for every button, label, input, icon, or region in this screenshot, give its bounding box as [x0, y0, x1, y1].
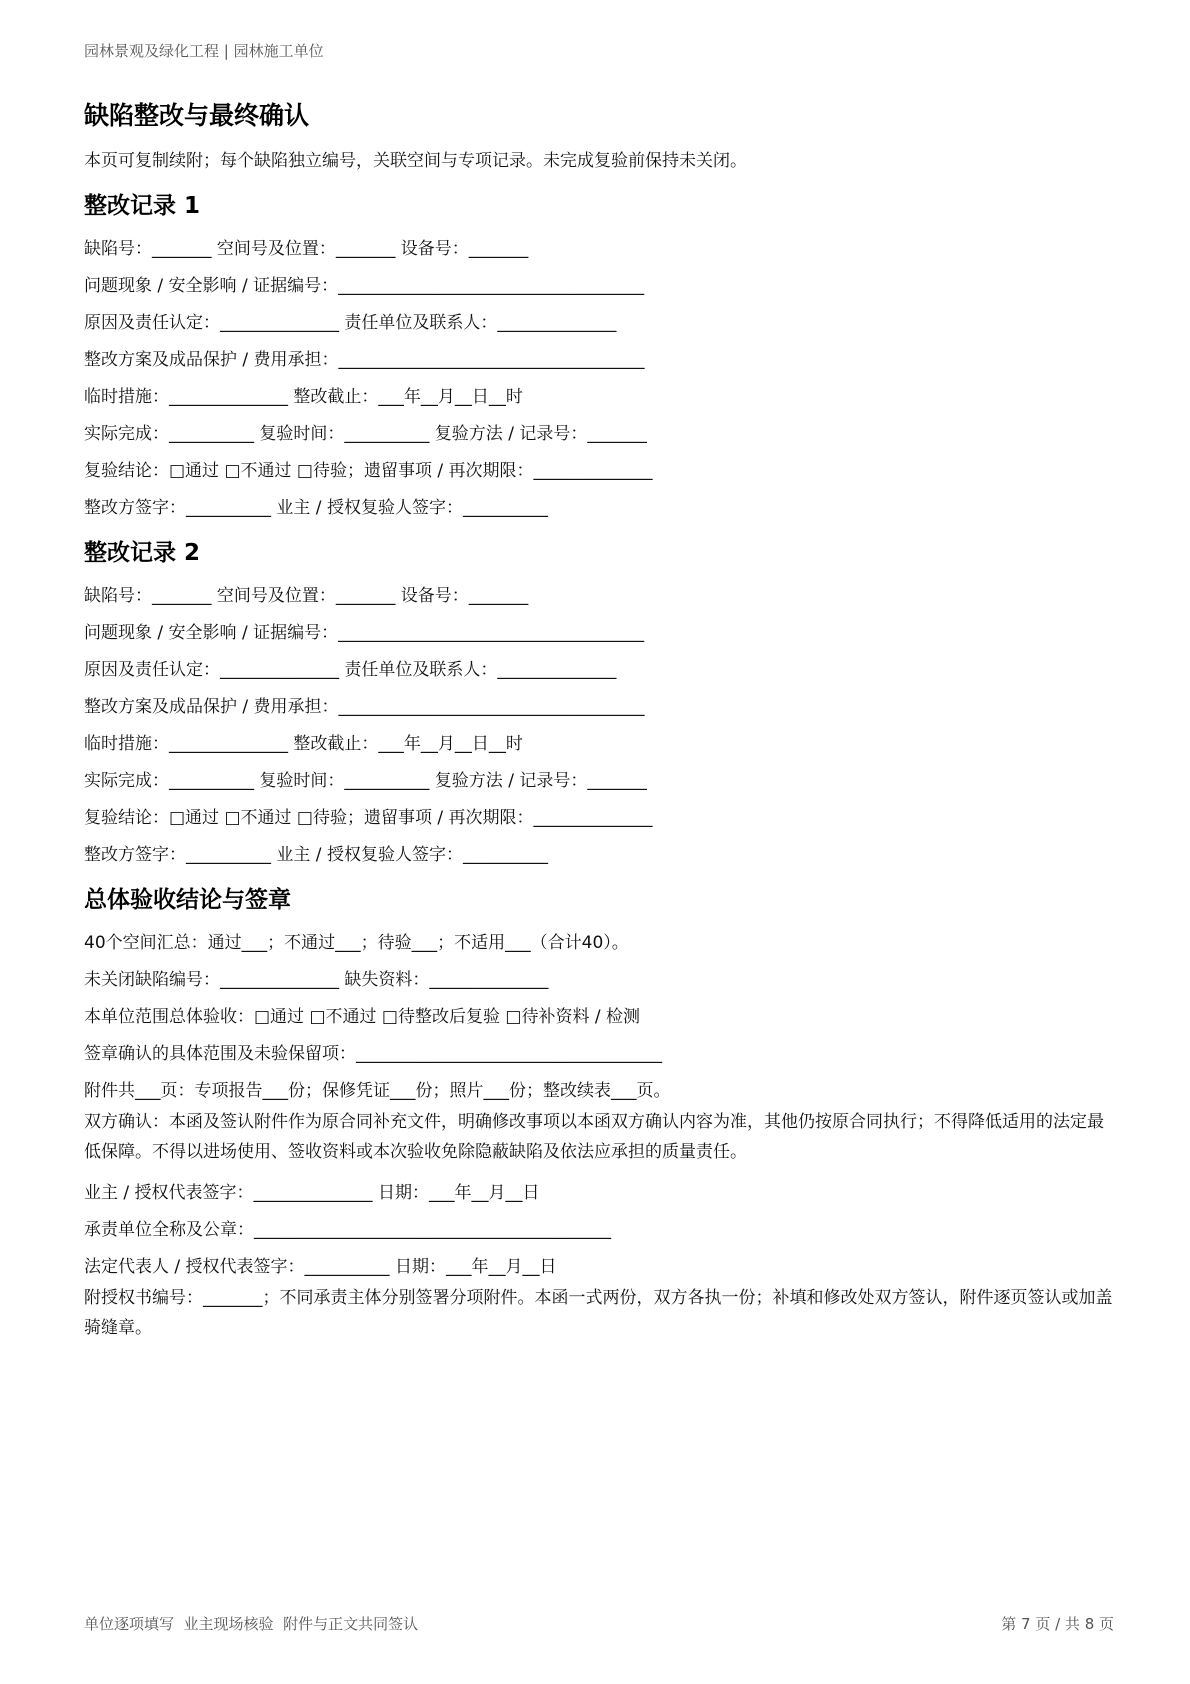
- footer-note: 单位逐项填写 业主现场核验 附件与正文共同签认: [84, 1615, 419, 1633]
- record-2-line: 实际完成：__________ 复验时间：__________ 复验方法 / 记录号：_______: [84, 771, 647, 791]
- record-2-line: 复验结论：□通过 □不通过 □待验；遗留事项 / 再次期限：______________: [84, 808, 653, 828]
- owner-signature-line: 业主 / 授权代表签字：______________ 日期：___年__月__日: [84, 1183, 540, 1203]
- authorization-paragraph: 附授权书编号：_______；不同承责主体分别签署分项附件。本函一式两份，双方各执一份；补填和修改处双方签认，附件逐页签认或加盖骑缝章。: [84, 1288, 1113, 1338]
- page-title: 缺陷整改与最终确认: [84, 101, 310, 130]
- open-defects-line: 未关闭缺陷编号：______________ 缺失资料：______________: [84, 970, 549, 990]
- record-2-line: 临时措施：______________ 整改截止：___年__月__日__时: [84, 734, 523, 754]
- intro-text: 本页可复制续附；每个缺陷独立编号，关联空间与专项记录。未完成复验前保持未关闭。: [84, 151, 747, 171]
- record-2-line: 缺陷号：_______ 空间号及位置：_______ 设备号：_______: [84, 586, 529, 606]
- record-2-heading: 整改记录 2: [84, 540, 201, 566]
- summary-totals: 40个空间汇总：通过___；不通过___；待验___；不适用___（合计40）。: [84, 933, 629, 953]
- record-1-heading: 整改记录 1: [84, 193, 201, 219]
- record-1-line: 复验结论：□通过 □不通过 □待验；遗留事项 / 再次期限：______________: [84, 461, 653, 481]
- record-1-line: 缺陷号：_______ 空间号及位置：_______ 设备号：_______: [84, 239, 529, 259]
- overall-acceptance-line: 本单位范围总体验收：□通过 □不通过 □待整改后复验 □待补资料 / 检测: [84, 1007, 640, 1027]
- summary-heading: 总体验收结论与签章: [84, 887, 291, 913]
- record-2-line: 原因及责任认定：______________ 责任单位及联系人：______________: [84, 660, 617, 680]
- legal-rep-signature-line: 法定代表人 / 授权代表签字：__________ 日期：___年__月__日: [84, 1257, 557, 1277]
- document-page: [84, 0, 1114, 1684]
- signature-scope-line: 签章确认的具体范围及未验保留项：____________________________________: [84, 1044, 662, 1064]
- record-2-line: 整改方签字：__________ 业主 / 授权复验人签字：__________: [84, 845, 548, 865]
- record-1-line: 整改方签字：__________ 业主 / 授权复验人签字：__________: [84, 498, 548, 518]
- record-1-line: 临时措施：______________ 整改截止：___年__月__日__时: [84, 387, 523, 407]
- record-1-line: 原因及责任认定：______________ 责任单位及联系人：______________: [84, 313, 617, 333]
- record-2-line: 问题现象 / 安全影响 / 证据编号：____________________________________: [84, 623, 645, 643]
- attachments-line: 附件共___页：专项报告___份；保修凭证___份；照片___份；整改续表___页。: [84, 1081, 671, 1101]
- page-footer: [84, 1613, 1114, 1634]
- record-1-line: 问题现象 / 安全影响 / 证据编号：____________________________________: [84, 276, 645, 296]
- record-2-line: 整改方案及成品保护 / 费用承担：____________________________________: [84, 697, 645, 717]
- contractor-seal-line: 承责单位全称及公章：__________________________________________: [84, 1220, 611, 1240]
- page-number: 第 7 页 / 共 8 页: [1001, 1615, 1114, 1633]
- mutual-confirmation-paragraph: 双方确认：本函及签认附件作为原合同补充文件，明确修改事项以本函双方确认内容为准，其他仍按原合同执行；不得降低适用的法定最低保障。不得以进场使用、签收资料或本次验收免除隐蔽缺陷及依法应承担的质量责任。: [84, 1112, 1104, 1162]
- page-header: 园林景观及绿化工程 | 园林施工单位: [84, 42, 324, 60]
- record-1-line: 实际完成：__________ 复验时间：__________ 复验方法 / 记录号：_______: [84, 424, 647, 444]
- record-1-line: 整改方案及成品保护 / 费用承担：____________________________________: [84, 350, 645, 370]
